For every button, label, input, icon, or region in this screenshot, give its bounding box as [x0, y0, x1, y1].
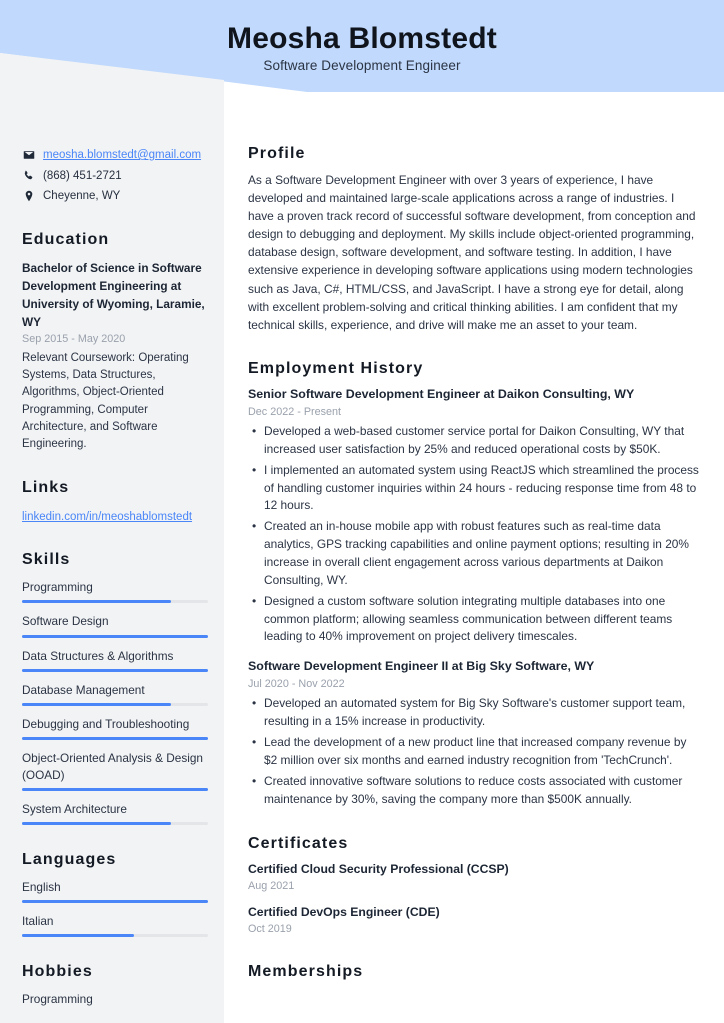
skill-bar-fill — [22, 669, 208, 672]
skill-bar-fill — [22, 703, 171, 706]
skill-item — [22, 648, 210, 672]
hobby-label: Programming — [22, 992, 93, 1007]
contact-email-row[interactable] — [22, 148, 210, 164]
skills-list — [22, 579, 210, 825]
employment-heading: Employment History — [248, 359, 424, 377]
skill-bar-fill — [22, 635, 208, 638]
employment-bullet: • I implemented an automated system using ReactJS which streamlined the process of handling customer inquiries within 24 hours - reducing response time from 48 to 12 hours. — [248, 462, 702, 516]
contact-phone-row — [22, 169, 210, 185]
education-entry — [22, 259, 210, 454]
employment-bullet: • Created innovative software solutions to reduce costs associated with customer maintenance by 30%, saving the company more than $500K annually. — [248, 773, 702, 809]
languages-list — [22, 879, 210, 937]
skill-bar-fill — [22, 822, 171, 825]
language-item — [22, 913, 210, 937]
phone-value: (868) 451-2721 — [43, 169, 122, 182]
education-degree: Bachelor of Science in Software Development Engineering at University of Wyoming, Laramie, WY — [22, 260, 205, 329]
languages-heading: Languages — [22, 851, 117, 869]
location-pin-icon — [22, 189, 35, 202]
skill-item — [22, 613, 210, 637]
linkedin-link[interactable]: linkedin.com/in/meoshablomstedt — [22, 511, 193, 524]
certificate-date: Oct 2019 — [248, 922, 292, 935]
employment-bullet: • Designed a custom software solution integrating multiple databases into one common platform; allowing seamless communication between different teams leading to 40% improvement on project delivery timescales. — [248, 593, 702, 647]
skill-bar-track — [22, 822, 208, 825]
certificate-date: Aug 2021 — [248, 879, 295, 892]
phone-icon — [22, 169, 35, 182]
page-title: Meosha Blomstedt — [227, 22, 497, 55]
skill-label: Debugging and Troubleshooting — [22, 716, 190, 731]
employment-bullet: • Lead the development of a new product line that increased company revenue by $2 million over six months and earned industry recognition from 'TechCrunch'. — [248, 734, 702, 770]
employment-dates: Jul 2020 - Nov 2022 — [248, 678, 345, 691]
language-bar-fill — [22, 934, 134, 937]
main-column — [224, 92, 724, 1023]
links-heading: Links — [22, 479, 70, 497]
skills-heading: Skills — [22, 551, 71, 569]
skill-item — [22, 682, 210, 706]
education-description: Relevant Coursework: Operating Systems, Data Structures, Algorithms, Object-Oriented Programming, Computer Architecture, and Software Engineering. — [22, 351, 189, 451]
envelope-icon — [22, 148, 35, 161]
certificates-heading: Certificates — [248, 834, 349, 852]
employment-bullet: • Developed an automated system for Big Sky Software's customer support team, resulting in a 15% increase in productivity. — [248, 695, 702, 731]
employment-dates: Dec 2022 - Present — [248, 405, 342, 418]
hobbies-list — [22, 991, 210, 1008]
skill-bar-track — [22, 635, 208, 638]
memberships-heading: Memberships — [248, 962, 364, 980]
employment-bullet-list — [248, 423, 702, 646]
profile-heading: Profile — [248, 145, 306, 162]
profile-text: As a Software Development Engineer with over 3 years of experience, I have developed and maintained large-scale applications across a range of industries. I have a proven track record of successful software development, from conception and design to debugging and deployment. My skills include object-oriented programming, database design, software development, and software testing. In addition, I have extensive experience in developing software applications using modern technologies such as Java, C#, HTML/CSS, and JavaScript. I have a strong eye for detail, along with excellent problem-solving and critical thinking abilities. I am confident that my technical skills, experience, and drive will make me an asset to your team. — [248, 173, 696, 332]
skill-bar-track — [22, 737, 208, 740]
employment-bullet-list — [248, 695, 702, 808]
skill-bar-fill — [22, 737, 208, 740]
employment-entry — [248, 658, 702, 808]
certificate-title: Certified DevOps Engineer (CDE) — [248, 904, 440, 919]
skill-item — [22, 750, 210, 791]
skill-label: Programming — [22, 580, 93, 595]
certificate-entry — [248, 861, 702, 894]
skill-item — [22, 579, 210, 603]
certificate-title: Certified Cloud Security Professional (CCSP) — [248, 861, 509, 876]
skill-bar-track — [22, 788, 208, 791]
language-bar-fill — [22, 900, 208, 903]
language-item — [22, 879, 210, 903]
skill-bar-fill — [22, 600, 171, 603]
employment-job-title: Software Development Engineer II at Big Sky Software, WY — [248, 659, 595, 674]
employment-job-title: Senior Software Development Engineer at Daikon Consulting, WY — [248, 386, 635, 401]
certificate-entry — [248, 904, 702, 937]
skill-bar-track — [22, 703, 208, 706]
language-label: English — [22, 880, 61, 895]
skill-item — [22, 801, 210, 825]
employment-list — [248, 386, 702, 809]
skill-label: Database Management — [22, 682, 145, 697]
contact-location-row — [22, 189, 210, 205]
skill-bar-track — [22, 600, 208, 603]
skill-label: System Architecture — [22, 802, 127, 816]
skill-bar-track — [22, 669, 208, 672]
education-dates: Sep 2015 - May 2020 — [22, 332, 126, 345]
links-list — [22, 507, 210, 525]
employment-entry — [248, 386, 702, 646]
skill-item — [22, 716, 210, 740]
language-bar-track — [22, 900, 208, 903]
header-text-block — [0, 22, 724, 73]
skill-label: Object-Oriented Analysis & Design (OOAD) — [22, 750, 203, 782]
employment-bullet: • Created an in-house mobile app with robust features such as real-time data analytics, GPS tracking capabilities and online payment options; resulting in 20% increase in overall client engagement across various departments at Daikon Consulting, WY. — [248, 518, 702, 589]
sidebar — [0, 92, 224, 1023]
hobbies-heading: Hobbies — [22, 963, 93, 981]
certificates-list — [248, 861, 702, 937]
skill-label: Data Structures & Algorithms — [22, 648, 174, 663]
location-value: Cheyenne, WY — [43, 190, 121, 203]
email-link[interactable]: meosha.blomstedt@gmail.com — [43, 149, 202, 161]
job-title-subtitle: Software Development Engineer — [263, 58, 461, 74]
language-label: Italian — [22, 914, 54, 929]
language-bar-track — [22, 934, 208, 937]
skill-bar-fill — [22, 788, 208, 791]
education-heading: Education — [22, 230, 110, 248]
skill-label: Software Design — [22, 614, 109, 629]
employment-bullet: • Developed a web-based customer service portal for Daikon Consulting, WY that increased user satisfaction by 25% and reduced operational costs by $50K. — [248, 423, 702, 459]
